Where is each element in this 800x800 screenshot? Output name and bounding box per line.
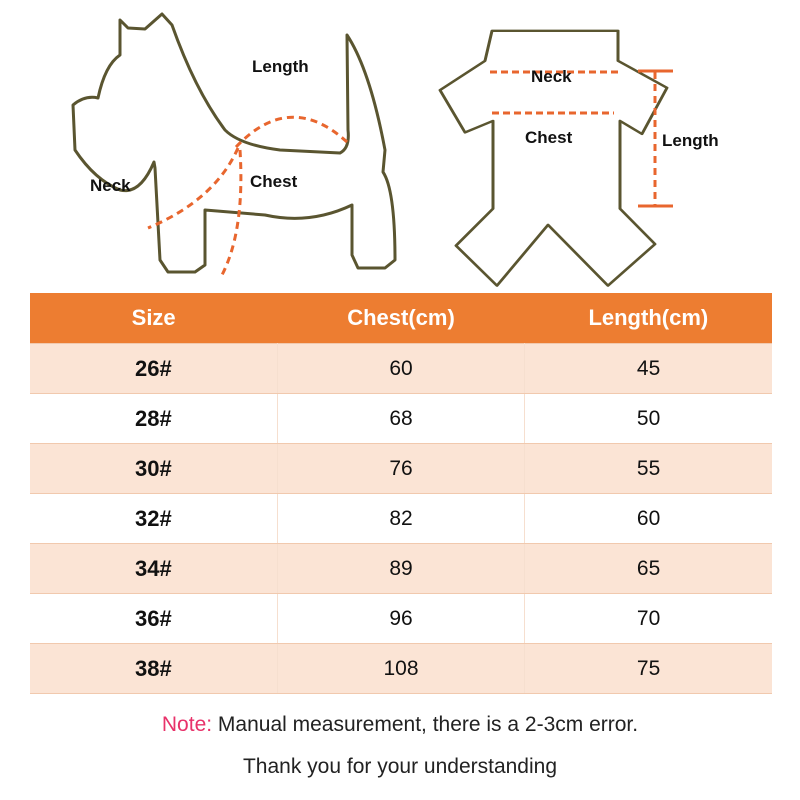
note-label: Note: xyxy=(161,713,213,736)
garment-length-label: Length xyxy=(662,131,719,150)
chest-cell: 89 xyxy=(277,544,524,594)
thanks-text: Thank you for your understanding xyxy=(242,755,558,778)
chest-cell: 68 xyxy=(277,394,524,444)
measurement-note xyxy=(0,713,800,737)
chest-cell: 82 xyxy=(277,494,524,544)
table-row xyxy=(30,444,772,494)
length-cell: 75 xyxy=(525,644,772,694)
size-cell: 38# xyxy=(30,644,277,694)
table-header-row xyxy=(30,293,772,344)
chest-cell: 96 xyxy=(277,594,524,644)
size-cell: 30# xyxy=(30,444,277,494)
size-cell: 36# xyxy=(30,594,277,644)
garment-chest-label: Chest xyxy=(525,128,573,147)
table-row xyxy=(30,394,772,444)
garment-neck-label: Neck xyxy=(531,67,572,86)
size-cell: 28# xyxy=(30,394,277,444)
header-chest: Chest(cm) xyxy=(277,293,524,344)
length-cell: 65 xyxy=(525,544,772,594)
length-cell: 45 xyxy=(525,344,772,394)
table-row xyxy=(30,494,772,544)
table-row xyxy=(30,344,772,394)
size-table xyxy=(30,293,772,694)
header-size: Size xyxy=(30,293,277,344)
header-length: Length(cm) xyxy=(525,293,772,344)
table-row xyxy=(30,644,772,694)
table-row xyxy=(30,544,772,594)
size-cell: 32# xyxy=(30,494,277,544)
dog-outline xyxy=(73,14,395,272)
dog-neck-label: Neck xyxy=(90,176,131,195)
length-cell: 70 xyxy=(525,594,772,644)
measurement-diagram xyxy=(0,0,800,290)
dog-chest-label: Chest xyxy=(250,172,298,191)
length-cell: 60 xyxy=(525,494,772,544)
table-row xyxy=(30,594,772,644)
garment-measure-lines xyxy=(490,71,673,206)
dog-length-label: Length xyxy=(252,57,309,76)
chest-cell: 60 xyxy=(277,344,524,394)
length-cell: 55 xyxy=(525,444,772,494)
size-cell: 26# xyxy=(30,344,277,394)
chest-cell: 76 xyxy=(277,444,524,494)
chest-cell: 108 xyxy=(277,644,524,694)
note-text: Manual measurement, there is a 2-3cm error. xyxy=(212,713,639,736)
dog-measure-lines xyxy=(148,117,347,275)
length-cell: 50 xyxy=(525,394,772,444)
size-cell: 34# xyxy=(30,544,277,594)
